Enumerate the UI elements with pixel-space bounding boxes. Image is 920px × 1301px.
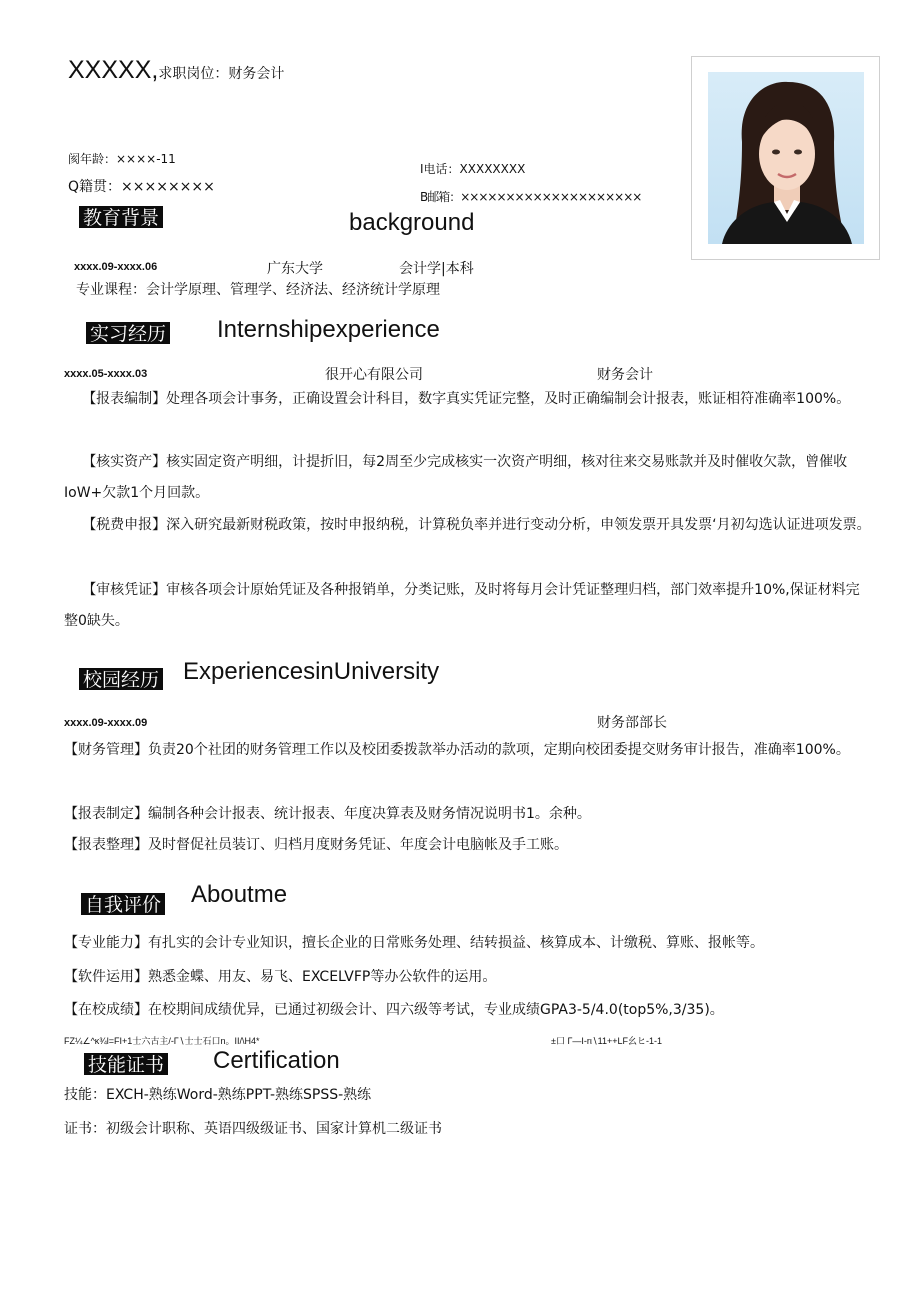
about-heading: 自我评价 xyxy=(81,893,165,915)
profile-photo xyxy=(691,56,880,260)
education-school: 广东大学 xyxy=(267,261,323,277)
garbled-text-left: FZ¼∠^κ¾l=FI+1士六古主/-Γ∖士士石口n。II/\H4* xyxy=(64,1036,260,1046)
garbled-text-right: ±口 Γ—I-rι∖11++LF幺ヒ-1-1 xyxy=(551,1036,662,1046)
internship-date: xxxx.05-xxxx.03 xyxy=(64,368,148,380)
internship-item: 【税费申报】深入研究最新财税政策，按时申报纳税，计算税负率并进行变动分析，申领发票开具发票‘月初勾选认证进项发票。 xyxy=(82,517,871,533)
internship-item: 【核实资产】核实固定资产明细，计提折旧，每2周至少完成核实一次资产明细，核对往来交易账款并及时催收欠款，曾催收IoW+欠款1个月回款。 xyxy=(64,454,848,501)
campus-date: xxxx.09-xxxx.09 xyxy=(64,717,148,729)
phone-field: I电话：XXXXXXXX xyxy=(420,162,526,176)
age-field: 阂年龄：××××-11 xyxy=(68,152,176,166)
campus-position: 财务部部长 xyxy=(597,715,667,731)
campus-item: 【报表整理】及时督促社员装订、归档月度财务凭证、年度会计电脑帐及手工账。 xyxy=(64,837,568,853)
internship-heading-en: Internshipexperience xyxy=(217,316,440,343)
education-heading-en: background xyxy=(349,209,475,236)
education-heading: 教育背景 xyxy=(79,206,163,228)
skills-heading: 技能证书 xyxy=(84,1053,168,1075)
job-prefix: 求职岗位： xyxy=(158,66,229,82)
education-date: xxxx.09-xxxx.06 xyxy=(74,261,158,273)
resume-name: XXXXX, xyxy=(68,56,159,84)
skills-line: 技能：EXCH-熟练Word-熟练PPT-熟练SPSS-熟练 xyxy=(64,1087,372,1103)
internship-item: 【审核凭证】审核各项会计原始凭证及各种报销单，分类记账，及时将每月会计凭证整理归档，部门效率提升10%,保证材料完整0缺失。 xyxy=(64,582,860,629)
skills-heading-en: Certification xyxy=(213,1047,340,1074)
internship-position: 财务会计 xyxy=(597,367,653,383)
education-major: 会计学|本科 xyxy=(399,261,474,277)
internship-heading: 实习经历 xyxy=(86,322,170,344)
about-heading-en: Aboutme xyxy=(191,881,288,908)
origin-field: Q籍贯：×××××××× xyxy=(68,179,215,195)
campus-heading: 校园经历 xyxy=(79,668,163,690)
internship-company: 很开心有限公司 xyxy=(325,367,423,383)
about-item: 【在校成绩】在校期间成绩优异，已通过初级会计、四六级等考试，专业成绩GPA3-5/4.0(top5%,3/35)。 xyxy=(64,1002,724,1018)
person-portrait-icon xyxy=(708,72,864,244)
internship-item: 【报表编制】处理各项会计事务，正确设置会计科目，数字真实凭证完整，及时正确编制会计报表，账证相符准确率100%。 xyxy=(82,391,851,407)
certificates-line: 证书：初级会计职称、英语四级级证书、国家计算机二级证书 xyxy=(64,1121,442,1137)
resume-name-line xyxy=(68,56,284,85)
email-field: B邮箱：×××××××××××××××××××× xyxy=(420,190,642,204)
about-item: 【软件运用】熟悉金蝶、用友、易飞、EXCELVFP等办公软件的运用。 xyxy=(64,969,497,985)
job-title: 财务会计 xyxy=(228,66,285,82)
campus-item: 【报表制定】编制各种会计报表、统计报表、年度决算表及财务情况说明书1。余种。 xyxy=(64,806,591,822)
about-item: 【专业能力】有扎实的会计专业知识，擅长企业的日常账务处理、结转损益、核算成本、计缴税、算账、报帐等。 xyxy=(64,935,764,951)
campus-item: 【财务管理】负责20个社团的财务管理工作以及校团委拨款举办活动的款项，定期向校团委提交财务审计报告，准确率100%。 xyxy=(64,742,850,758)
education-courses: 专业课程：会计学原理、管理学、经济法、经济统计学原理 xyxy=(76,282,440,298)
campus-heading-en: ExperiencesinUniversity xyxy=(183,658,440,685)
